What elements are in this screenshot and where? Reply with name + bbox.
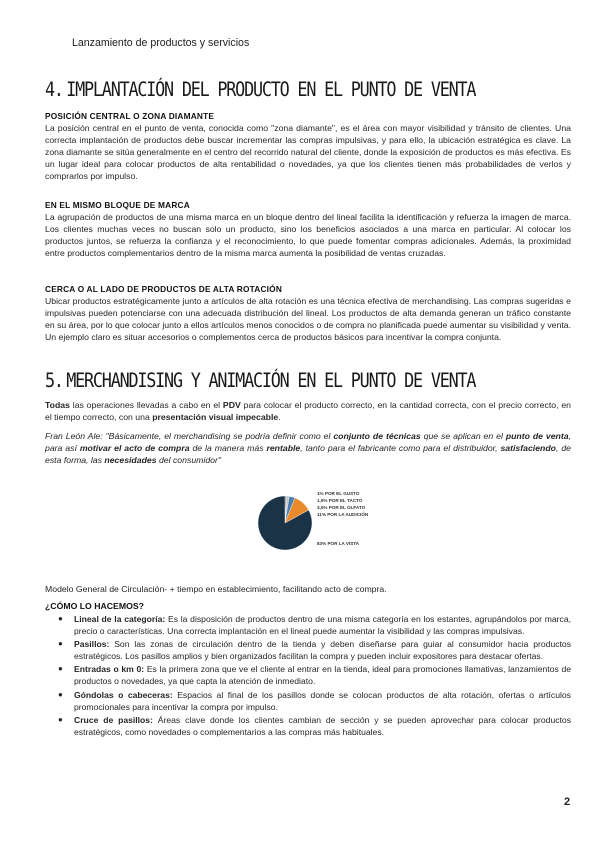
pie-label: 1% POR EL GUSTO [317,491,360,496]
intro-text-2: para colocar el producto correcto, en la cantidad correcta, con el precio correcto, en el tiempo correcto, con una [45,400,571,423]
section-4-number: 4. [45,78,63,101]
subheading-zona-diamante: POSICIÓN CENTRAL O ZONA DIAMANTE [45,111,215,121]
techniques-list [58,613,571,739]
intro-bold-todas: Todas [45,400,70,410]
list-item-text: Áreas clave donde los clientes cambian de sección y se pueden aprovechar para colocar productos estratégicos, como novedades o complementarios a las compras más habituales. [74,714,571,737]
quote-part-3: que se aplican en el [420,431,506,441]
paragraph-bloque-marca: La agrupación de productos de una misma marca en un bloque dentro del lineal facilita la identificación y refuerza la imagen de marca. Los clientes muchas veces no buscan solo un producto, sino los beneficios asociados a una marca en particular. Al colocar los productos juntos, se refuerza la confianza y el reconocimiento, lo que puede fomentar compras adicionales. Además, la proximidad entre productos complementarios dentro de la misma marca aumenta la posibilidad de ventas cruzadas. [45,212,571,259]
quote-bold-motivar: motivar el acto de compra [79,443,190,454]
running-header: Lanzamiento de productos y servicios [72,37,250,49]
list-item [58,613,571,637]
list-item-text: Son las zonas de circulación dentro de la tienda y deben diseñarse para guiar al consumidor hacia productos estratégicos. Los pasillos amplios y bien organizados facilitan la compra y pueden incluir expositores para destacar ofertas. [74,639,571,662]
list-item [58,638,571,662]
quote-bold-punto-venta: punto de venta [505,431,569,441]
intro-paragraph [45,399,571,423]
list-item-term: Pasillos: [74,639,110,650]
list-item-text: Es la primera zona que ve el cliente al entrar en la tienda, ideal para promociones llamativas, lanzamientos de productos o novedades, ya que capta la atención de inmediato. [74,664,572,687]
section-5-title: MERCHANDISING Y ANIMACIÓN EN EL PUNTO DE VENTA [66,369,476,392]
list-item-term: Góndolas o cabeceras: [74,689,173,700]
quote-part-7: de la manera más [189,443,267,454]
list-item [58,689,571,713]
bullet-dot-icon: ● [58,614,63,623]
chart-caption: Modelo General de Circulación- + tiempo en establecimiento, facilitando acto de compra. [45,584,387,594]
pie-label: 1,5% POR EL TACTO [317,498,363,503]
quote-part-1: Fran León Ale: "Básicamente, el merchandising se podría definir como el [45,431,334,441]
bullet-dot-icon: ● [58,689,63,699]
pie-label: 11% POR LA AUDICIÓN [317,512,369,517]
quote-part-5: , para así [45,431,572,454]
list-item-text: Es la disposición de productos dentro de una misma categoría en los estantes, agrupándolos por marca, precio o características. Una correcta implantación en el lineal puede aumentar la visibilidad y las compras impulsivas. [74,614,571,637]
bullet-dot-icon: ● [58,714,63,724]
list-item-text: Espacios al final de los pasillos donde se colocan productos de alta rotación, ofertas o artículos promocionales para incentivar la compra por impulso. [74,689,571,712]
pie-label: 3,5% POR EL OLFATO [317,505,366,510]
section-4-title: IMPLANTACIÓN DEL PRODUCTO EN EL PUNTO DE VENTA [66,78,476,101]
bullet-dot-icon: ● [58,664,63,674]
list-item-term: Cruce de pasillos: [74,714,153,725]
quote-part-11: , de esta forma, las [45,443,571,466]
section-4-heading [45,78,475,101]
subheading-bloque-marca: EN EL MISMO BLOQUE DE MARCA [45,200,190,210]
section-5-heading [45,369,475,392]
subheading-alta-rotacion: CERCA O AL LADO DE PRODUCTOS DE ALTA ROTACIÓN [45,284,283,294]
quote-bold-rentable: rentable [266,443,301,454]
page-number: 2 [564,796,571,808]
bullet-dot-icon: ● [58,639,63,649]
list-item-term: Lineal de la categoría: [74,614,166,624]
list-item [58,714,571,738]
quote-bold-satisfaciendo: satisfaciendo [500,443,556,454]
section-5-number: 5. [45,369,63,392]
paragraph-zona-diamante: La posición central en el punto de venta, conocida como "zona diamante", es el área con mayor visibilidad y tránsito de clientes. Una correcta implantación de productos debe buscar incrementar las compras impulsivas, y para ello, la ubicación estratégica es clave. La zona diamante se sitúa generalmente en el centro del recorrido natural del cliente, donde la exposición de productos es más efectiva. Es un lugar ideal para colocar productos de alta rentabilidad o novedades, ya que los clientes tienen más probabilidades de verlos y comprarlos por impulso. [45,123,571,182]
definition-quote [45,430,571,466]
quote-part-9: , tanto para el fabricante como para el distribuidor, [300,443,501,454]
intro-text-3: . [278,412,281,423]
list-item [58,663,571,687]
pie-label: 83% POR LA VISTA [317,541,360,546]
quote-bold-necesidades: necesidades [104,455,157,466]
intro-text-1: las operaciones llevadas a cabo en el [69,400,223,410]
list-item-term: Entradas o km 0: [74,664,145,675]
intro-bold-presentacion: presentación visual impecable [152,412,279,423]
quote-part-13: del consumidor" [156,455,221,466]
quote-bold-conjunto: conjunto de técnicas [333,431,421,441]
intro-bold-pdv: PDV [222,400,241,410]
senses-pie-chart [255,475,385,575]
paragraph-alta-rotacion: Ubicar productos estratégicamente junto a artículos de alta rotación es una técnica efectiva de merchandising. Las compras sugeridas e impulsivas pueden potenciarse con una adecuada distribución del lineal. Los productos de alta demanda generan un tráfico constante en su área, por lo que colocar junto a ellos artículos menos conocidos o de compra no planificada puede aumentar su visibilidad y venta. Un ejemplo claro es situar accesorios o complementos cerca de productos básicos para incentivar la compra conjunta. [45,296,571,343]
how-heading: ¿CÓMO LO HACEMOS? [45,601,144,611]
